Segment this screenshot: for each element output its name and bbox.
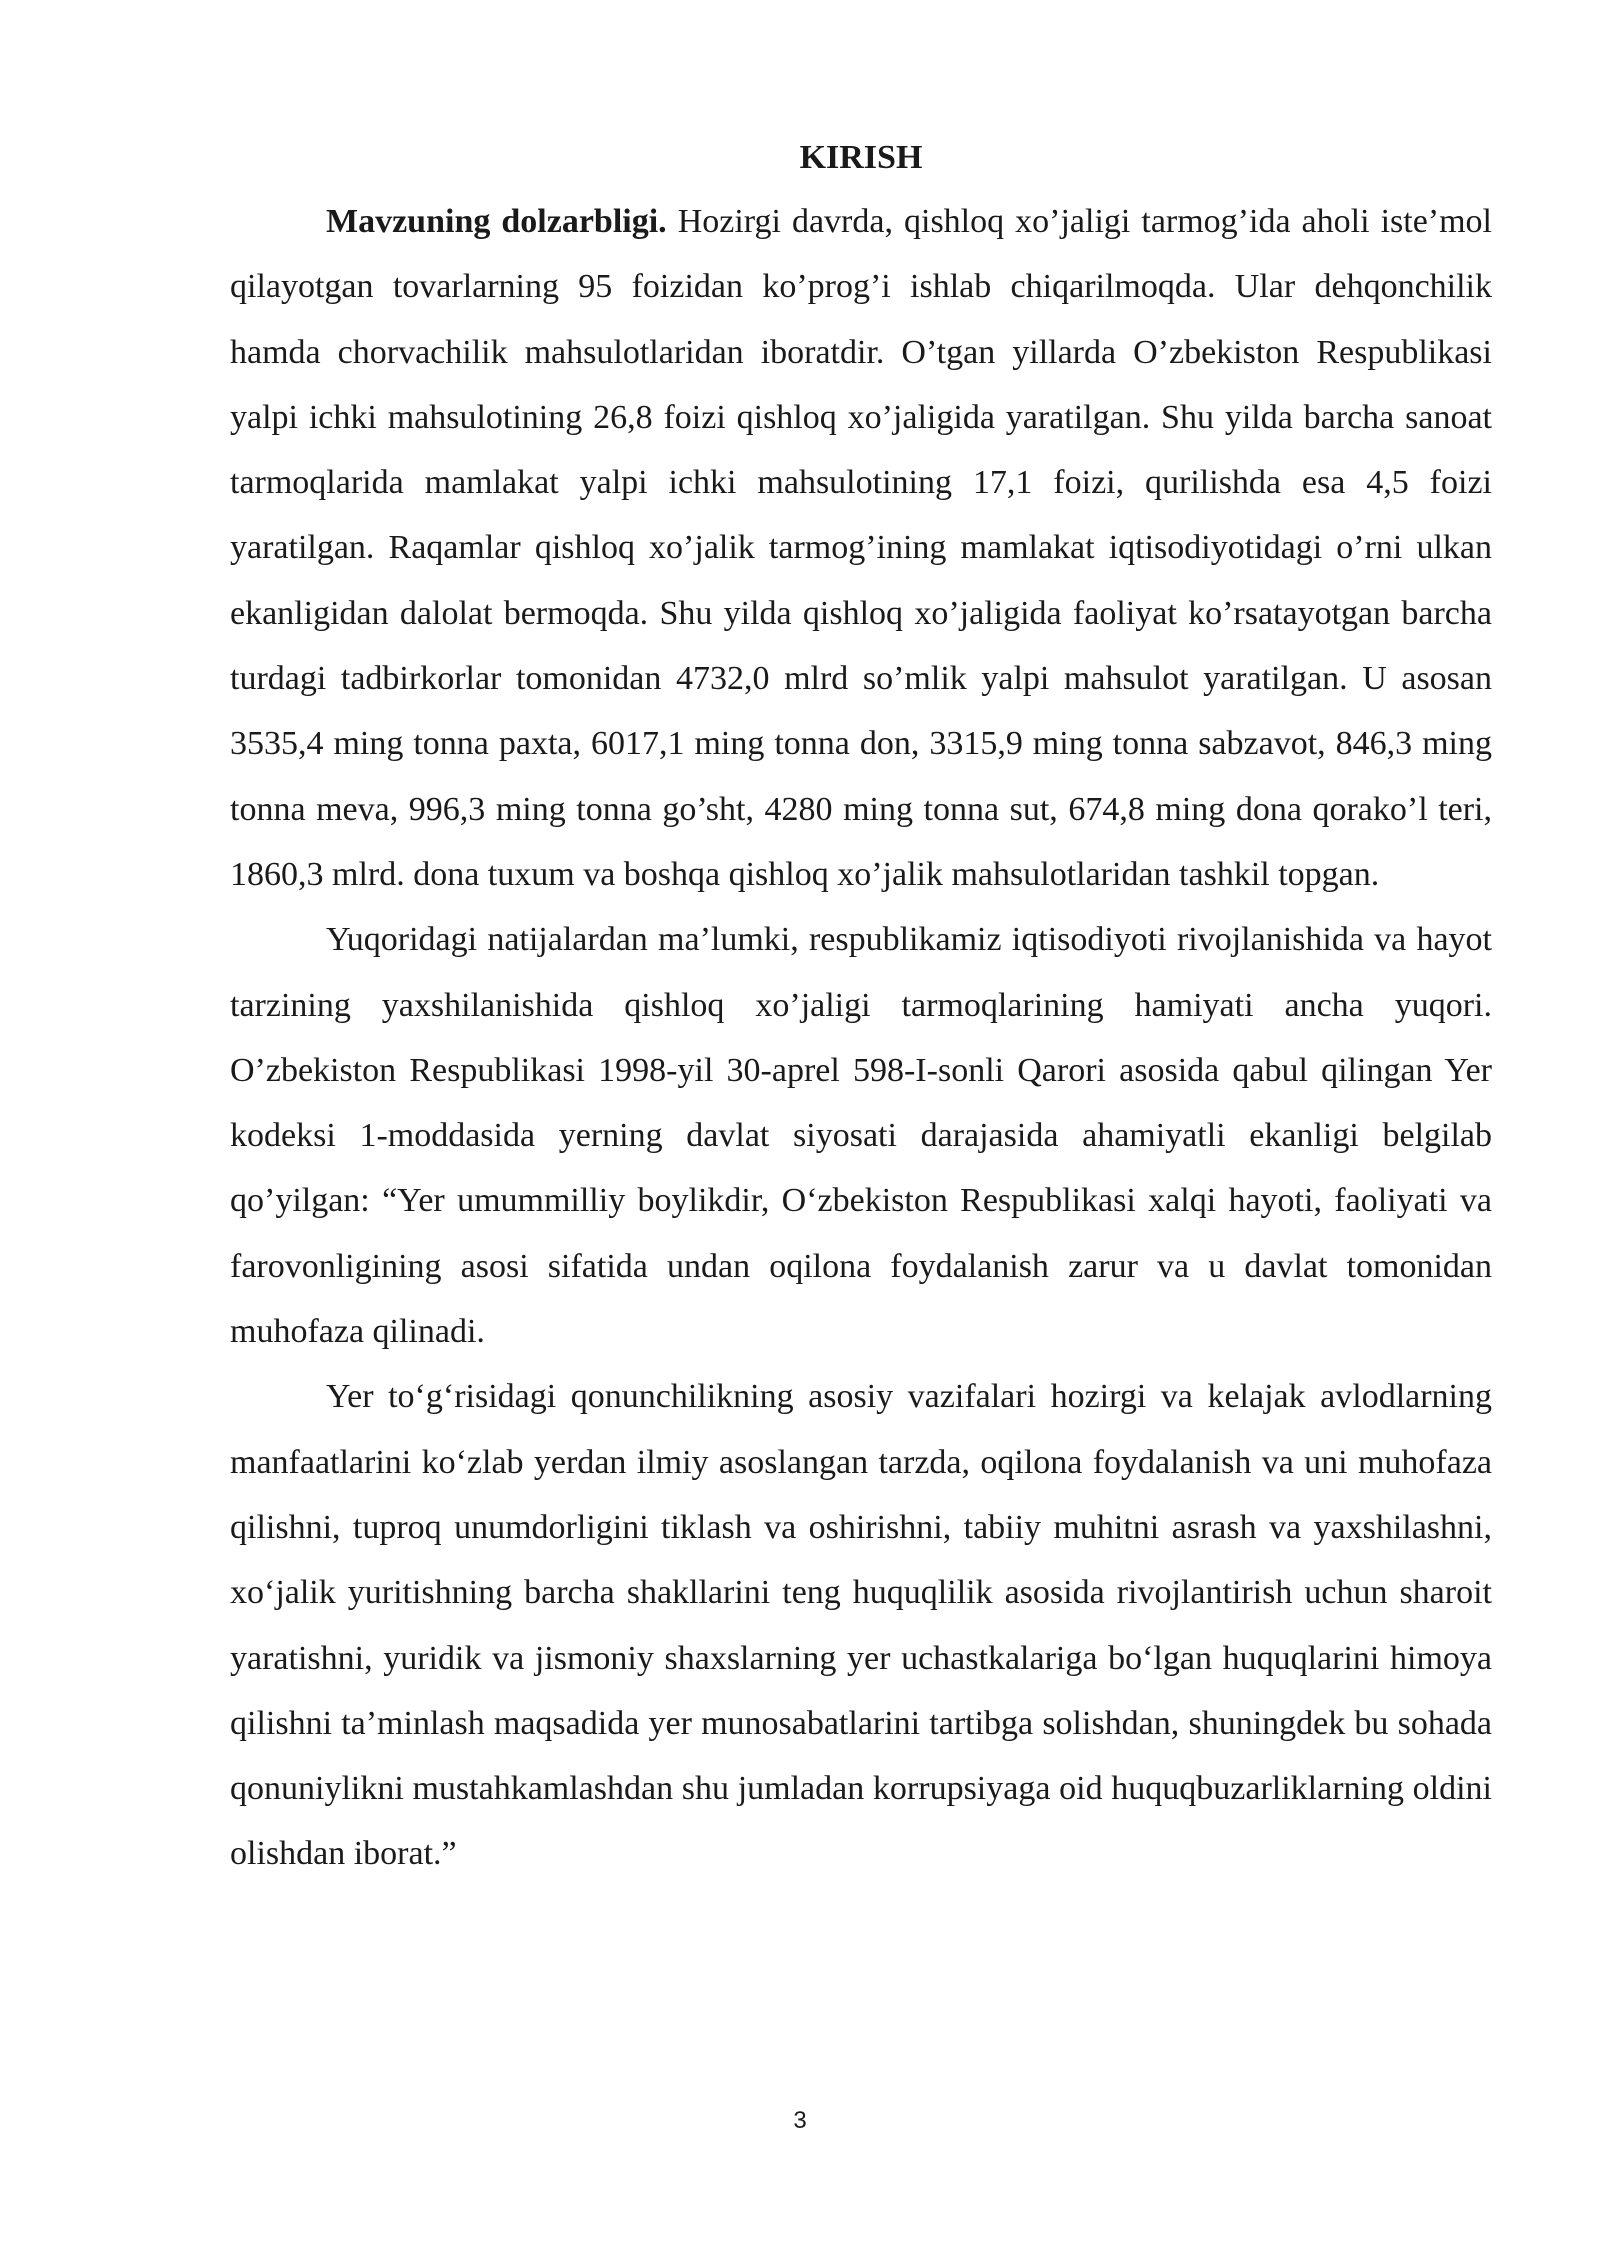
paragraph-relevance-text: Hozirgi davrda, qishloq xo’jaligi tarmog’ida aholi iste’mol qilayotgan tovarlarning 95 foizidan ko’prog’i ishlab chiqarilmoqda. Ular dehqonchilik hamda chorvachilik mahsulotlaridan iboratdir. O’tgan yillarda O’zbekiston Respublikasi yalpi ichki mahsulotining 26,8 foizi qishloq xo’jaligida yaratilgan. Shu yilda barcha sanoat tarmoqlarida mamlakat yalpi ichki mahsulotining 17,1 foizi, qurilishda esa 4,5 foizi yaratilgan. Raqamlar qishloq xo’jalik tarmog’ining mamlakat iqtisodiyotidagi o’rni ulkan ekanligidan dalolat bermoqda. Shu yilda qishloq xo’jaligida faoliyat ko’rsatayotgan barcha turdagi tadbirkorlar tomonidan 4732,0 mlrd so’mlik yalpi mahsulot yaratilgan. U asosan 3535,4 ming tonna paxta, 6017,1 ming tonna don, 3315,9 ming tonna sabzavot, 846,3 ming tonna meva, 996,3 ming tonna go’sht, 4280 ming tonna sut, 674,8 ming dona qorako’l teri, 1860,3 mlrd. dona tuxum va boshqa qishloq xo’jalik mahsulotlaridan tashkil topgan. <box>230 203 1492 893</box>
paragraph-relevance <box>230 189 1492 907</box>
paragraph-legislation-tasks: Yer to‘g‘risidagi qonunchilikning asosiy vazifalari hozirgi va kelajak avlodlarning manfaatlarini ko‘zlab yerdan ilmiy asoslangan tarzda, oqilona foydalanish va uni muhofaza qilishni, tuproq unumdorligini tiklash va oshirishni, tabiiy muhitni asrash va yaxshilashni, xo‘jalik yuritishning barcha shakllarini teng huquqlilik asosida rivojlantirish uchun sharoit yaratishni, yuridik va jismoniy shaxslarning yer uchastkalariga bo‘lgan huquqlarini himoya qilishni ta’minlash maqsadida yer munosabatlarini tartibga solishdan, shuningdek bu sohada qonuniylikni mustahkamlashdan shu jumladan korrupsiyaga oid huquqbuzarliklarning oldini olishdan iborat.” <box>230 1378 1492 1873</box>
paragraph-land-code: Yuqoridagi natijalardan ma’lumki, respublikamiz iqtisodiyoti rivojlanishida va hayot tarzining yaxshilanishida qishloq xo’jaligi tarmoqlarining hamiyati ancha yuqori. O’zbekiston Respublikasi 1998-yil 30-aprel 598-I-sonli Qarori asosida qabul qilingan Yer kodeksi 1-moddasida yerning davlat siyosati darajasida ahamiyatli ekanligi belgilab qo’yilgan: “Yer umummilliy boylikdir, O‘zbekiston Respublikasi xalqi hayoti, faoliyati va farovonligining asosi sifatida undan oqilona foydalanish zarur va u davlat tomonidan muhofaza qilinadi. <box>230 921 1492 1351</box>
document-body <box>230 189 1492 1887</box>
page-number: 3 <box>793 2107 807 2134</box>
paragraph-lead-heading: Mavzuning dolzarbligi. <box>326 203 667 240</box>
section-title: KIRISH <box>799 139 923 176</box>
